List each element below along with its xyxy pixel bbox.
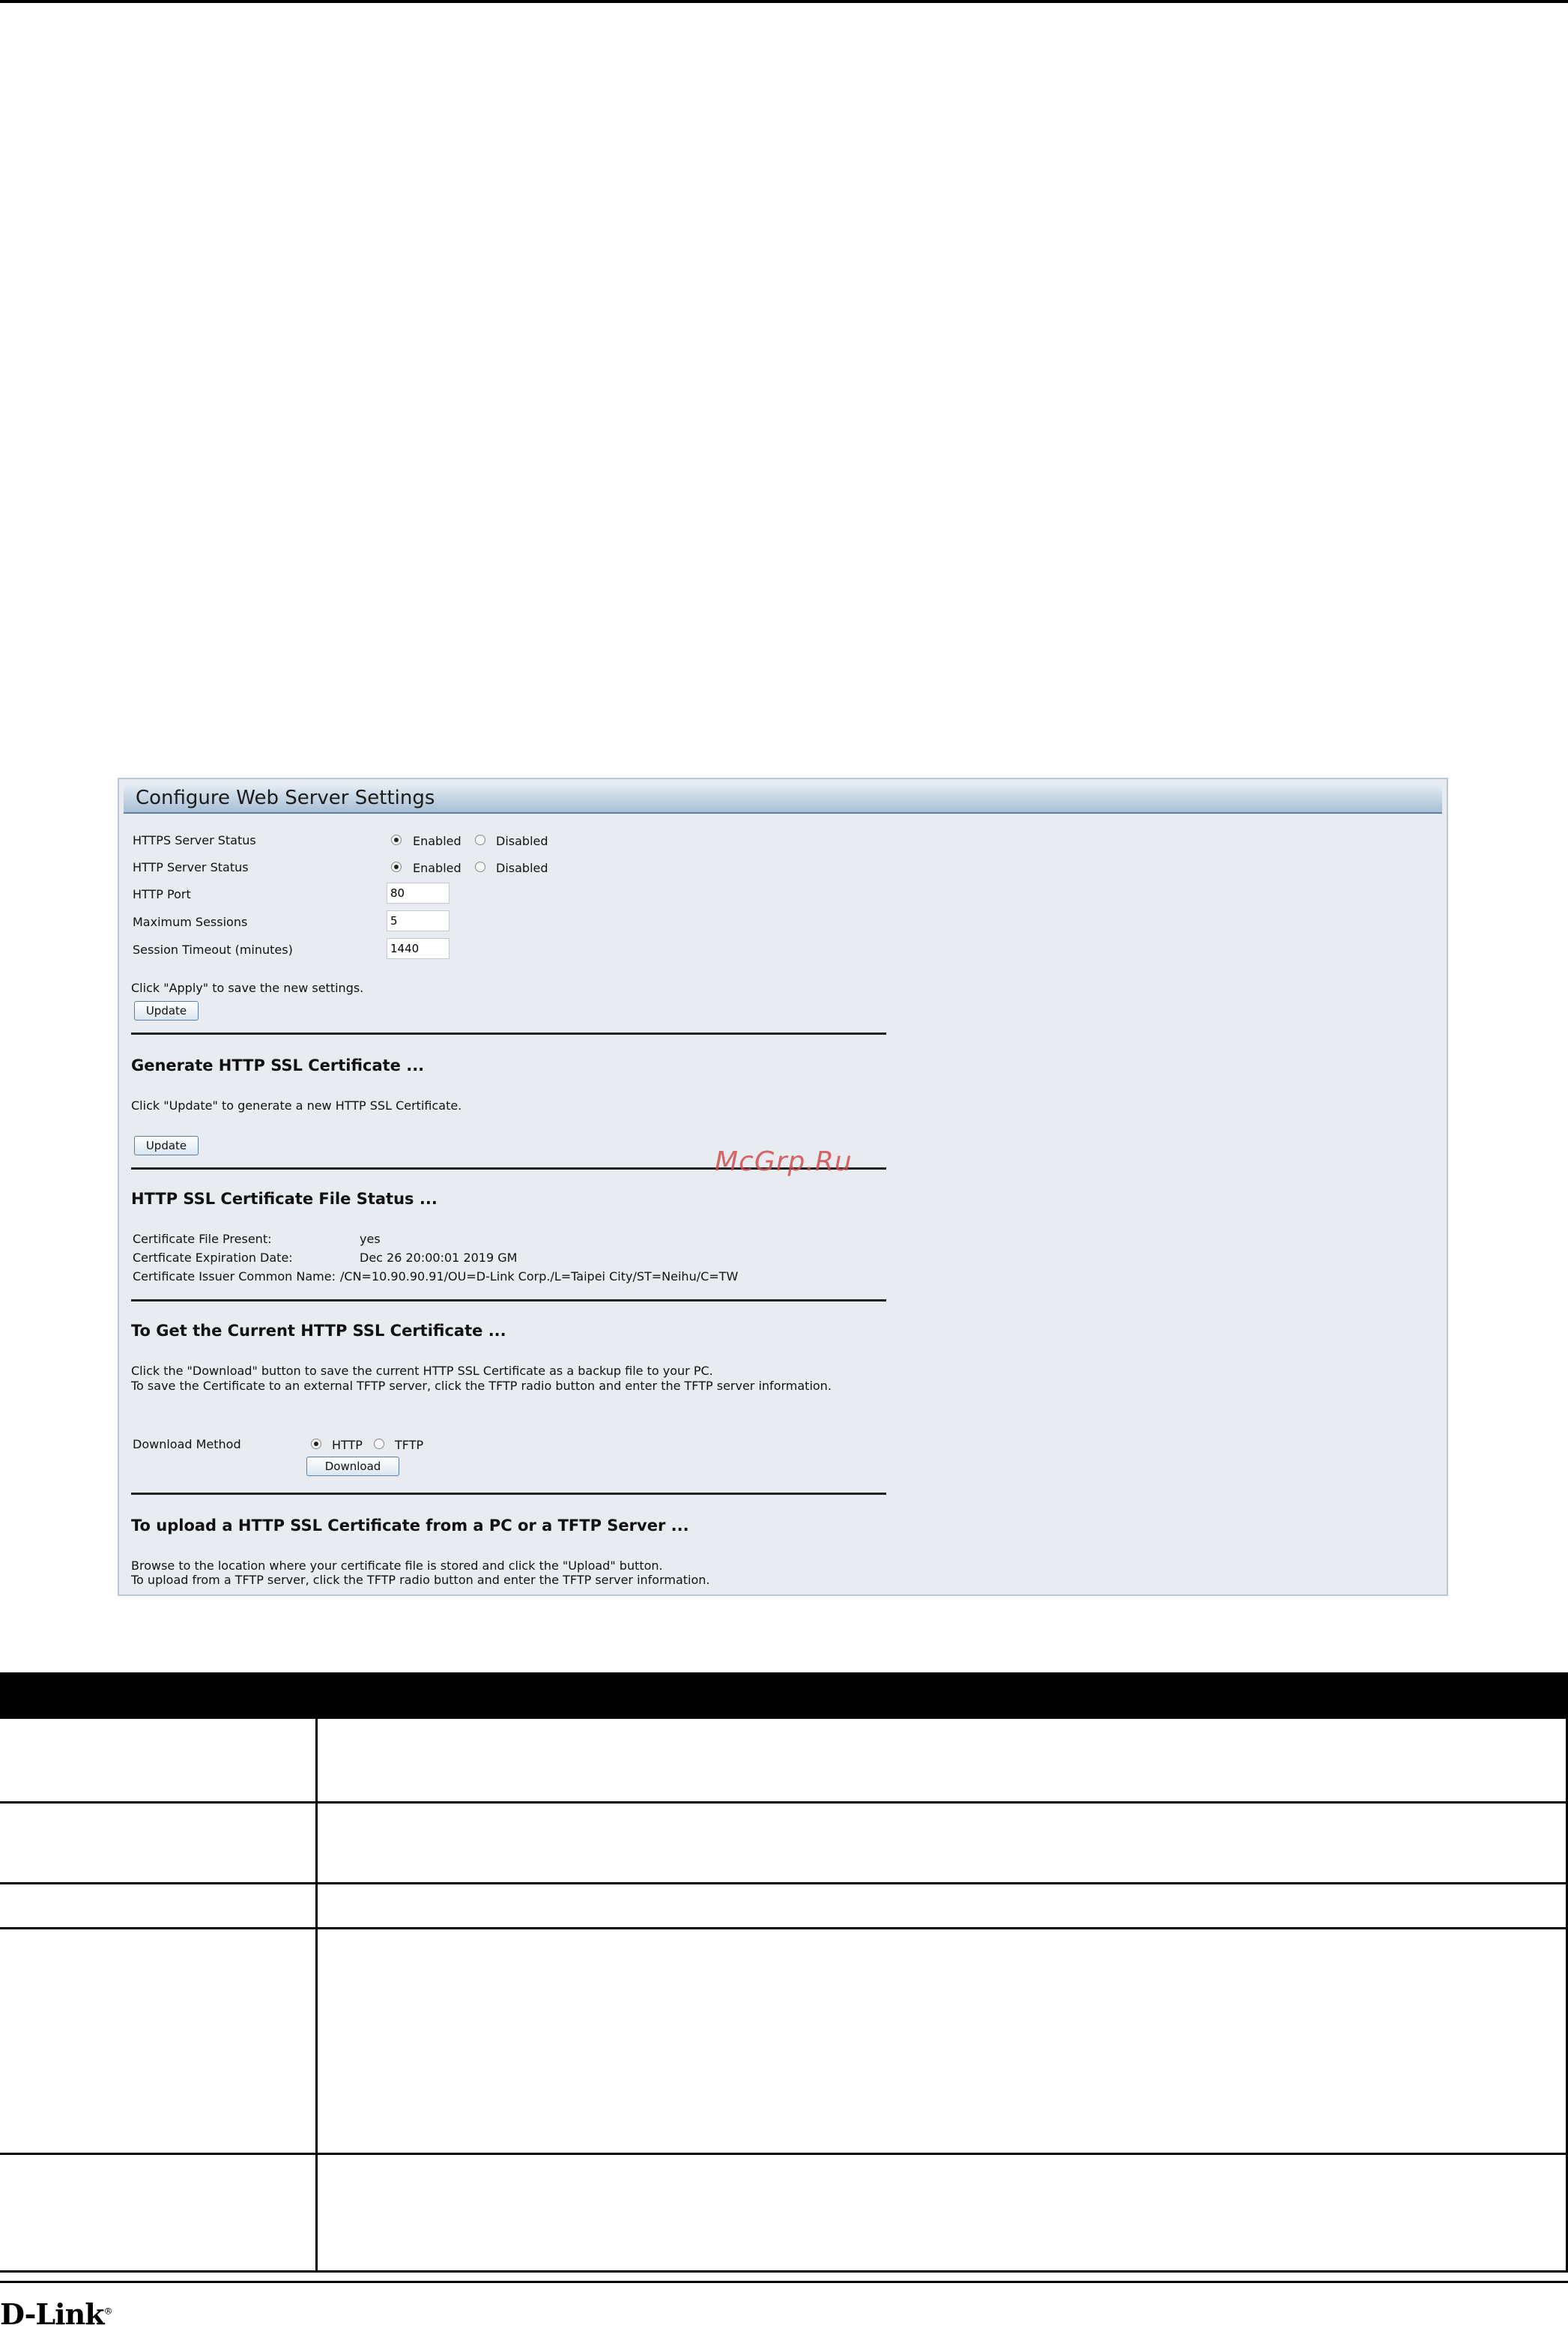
table-bottom-border <box>0 2270 1568 2273</box>
web-server-settings-panel <box>118 778 1448 1596</box>
cert-issuer-label: Certificate Issuer Common Name: <box>133 1269 336 1284</box>
download-http-radio[interactable] <box>311 1439 321 1449</box>
download-tftp-label: TFTP <box>395 1438 424 1452</box>
http-port-input[interactable] <box>387 883 449 904</box>
cert-expiration-label: Certficate Expiration Date: <box>133 1251 293 1265</box>
get-cert-line-1: Click the "Download" button to save the current HTTP SSL Certificate as a backup file to your PC. <box>131 1364 713 1378</box>
divider <box>131 1299 886 1301</box>
http-status-label: HTTP Server Status <box>133 860 249 874</box>
https-enabled-label: Enabled <box>413 834 461 848</box>
cert-expiration-value: Dec 26 20:00:01 2019 GM <box>360 1251 518 1265</box>
divider <box>131 1033 886 1035</box>
upload-line-1: Browse to the location where your certificate file is stored and click the "Upload" button. <box>131 1558 663 1573</box>
session-timeout-input[interactable] <box>387 938 449 959</box>
table-row-divider <box>0 1882 1568 1884</box>
table-row-divider <box>0 2153 1568 2155</box>
cert-present-label: Certificate File Present: <box>133 1232 272 1246</box>
cert-issuer-value: /CN=10.90.90.91/OU=D-Link Corp./L=Taipei City/ST=Neihu/C=TW <box>340 1269 739 1284</box>
generate-update-button[interactable]: Update <box>134 1136 199 1155</box>
max-sessions-label: Maximum Sessions <box>133 915 248 929</box>
cert-present-value: yes <box>360 1232 381 1246</box>
get-cert-heading: To Get the Current HTTP SSL Certificate ... <box>131 1322 506 1340</box>
download-http-label: HTTP <box>332 1438 363 1452</box>
session-timeout-label: Session Timeout (minutes) <box>133 943 293 957</box>
dlink-logo: D-Link® <box>0 2297 112 2331</box>
panel-header <box>124 784 1442 814</box>
https-disabled-radio[interactable] <box>475 835 485 845</box>
watermark: McGrp.Ru <box>715 1146 853 1177</box>
status-heading: HTTP SSL Certificate File Status ... <box>131 1190 438 1208</box>
http-enabled-radio[interactable] <box>391 862 402 872</box>
http-disabled-label: Disabled <box>496 861 548 875</box>
http-enabled-label: Enabled <box>413 861 461 875</box>
generate-heading: Generate HTTP SSL Certificate ... <box>131 1056 425 1074</box>
max-sessions-input[interactable] <box>387 910 449 931</box>
table-row-divider <box>0 1927 1568 1929</box>
https-enabled-radio[interactable] <box>391 835 402 845</box>
download-button[interactable]: Download <box>306 1457 399 1476</box>
panel-title: Configure Web Server Settings <box>136 787 435 809</box>
http-disabled-radio[interactable] <box>475 862 485 872</box>
https-disabled-label: Disabled <box>496 834 548 848</box>
upload-line-2: To upload from a TFTP server, click the TFTP radio button and enter the TFTP server information. <box>131 1573 710 1587</box>
apply-update-button[interactable]: Update <box>134 1001 199 1021</box>
https-status-label: HTTPS Server Status <box>133 833 256 847</box>
generate-note: Click "Update" to generate a new HTTP SSL Certificate. <box>131 1098 462 1113</box>
apply-note: Click "Apply" to save the new settings. <box>131 981 364 995</box>
http-port-label: HTTP Port <box>133 887 191 901</box>
get-cert-line-2: To save the Certificate to an external TFTP server, click the TFTP radio button and enter the TFTP server information. <box>131 1379 832 1393</box>
table-row-divider <box>0 1801 1568 1804</box>
download-method-label: Download Method <box>133 1437 241 1451</box>
upload-heading: To upload a HTTP SSL Certificate from a PC or a TFTP Server ... <box>131 1517 689 1535</box>
download-tftp-radio[interactable] <box>374 1439 384 1449</box>
divider <box>131 1493 886 1495</box>
footer-rule <box>0 2281 1568 2283</box>
top-rule <box>0 0 1568 3</box>
table-header <box>0 1672 1568 1719</box>
